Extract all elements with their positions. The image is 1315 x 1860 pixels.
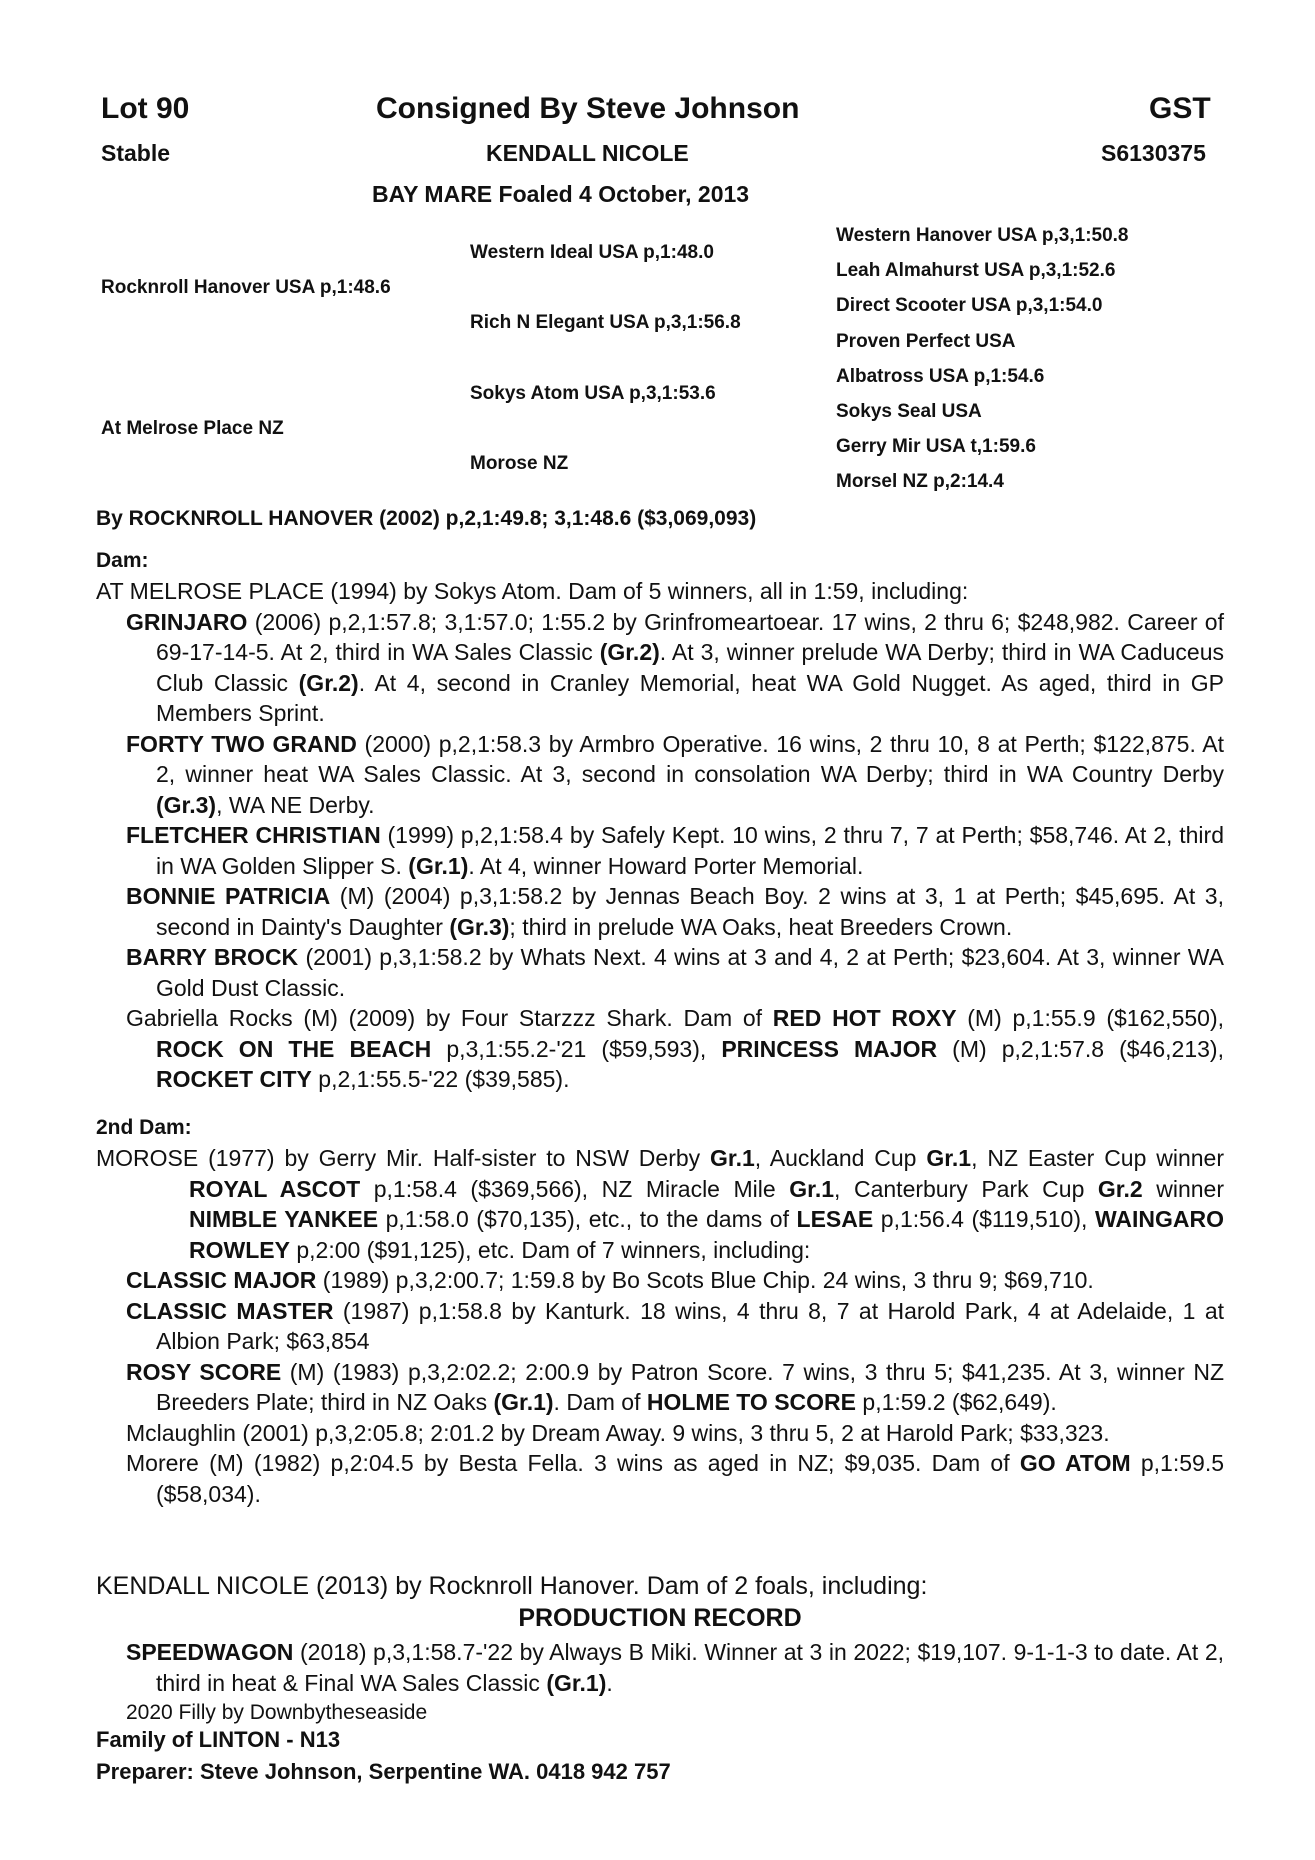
sire-line: By ROCKNROLL HANOVER (2002) p,2,1:49.8; 3,1:48.6 ($3,069,093)	[96, 507, 757, 530]
lot-number: Lot 90	[101, 92, 190, 125]
pedigree-gen3: Morsel NZ p,2:14.4	[836, 471, 1004, 492]
pedigree-sire: Rocknroll Hanover USA p,1:48.6	[101, 277, 391, 298]
second-dam-heading: 2nd Dam:	[96, 1116, 192, 1139]
horse-name: KENDALL NICOLE	[486, 140, 689, 166]
pedigree-gen3: Albatross USA p,1:54.6	[836, 366, 1045, 387]
pedigree-gen3: Western Hanover USA p,3,1:50.8	[836, 225, 1129, 246]
horse-description: BAY MARE Foaled 4 October, 2013	[372, 181, 750, 207]
progeny-entry: BARRY BROCK (2001) p,3,1:58.2 by Whats Next. 4 wins at 3 and 4, 2 at Perth; $23,604. At 3, winner WA Gold Dust Classic.	[126, 944, 1225, 1001]
pedigree-gen3: Sokys Seal USA	[836, 401, 982, 422]
pedigree-gen2: Morose NZ	[470, 453, 569, 474]
progeny-name: CLASSIC MAJOR	[126, 1267, 317, 1293]
progeny-name: BARRY BROCK	[126, 944, 299, 970]
progeny-entry: FLETCHER CHRISTIAN (1999) p,2,1:58.4 by Safely Kept. 10 wins, 2 thru 7, 7 at Perth; $58,746. At 2, third in WA Golden Slipper S. (Gr.1). At 4, winner Howard Porter Memorial.	[126, 822, 1224, 879]
progeny-name: SPEEDWAGON	[126, 1639, 294, 1665]
production-heading: PRODUCTION RECORD	[518, 1604, 802, 1632]
progeny-entry: BONNIE PATRICIA (M) (2004) p,3,1:58.2 by Jennas Beach Boy. 2 wins at 3, 1 at Perth; $45,695. At 3, second in Dainty's Daughter (Gr.3); third in prelude WA Oaks, heat Breeders Crown.	[126, 883, 1224, 940]
progeny-entry: ROSY SCORE (M) (1983) p,3,2:02.2; 2:00.9 by Patron Score. 7 wins, 3 thru 5; $41,235. At 3, winner NZ Breeders Plate; third in NZ Oaks (Gr.1). Dam of HOLME TO SCORE p,1:59.2 ($62,649).	[126, 1358, 1224, 1415]
progeny-name: FORTY TWO GRAND	[126, 730, 357, 757]
production-intro: KENDALL NICOLE (2013) by Rocknroll Hanover. Dam of 2 foals, including:	[96, 1572, 928, 1600]
dam-intro: AT MELROSE PLACE (1994) by Sokys Atom. Dam of 5 winners, all in 1:59, including:	[96, 578, 969, 604]
progeny-entry: CLASSIC MASTER (1987) p,1:58.8 by Kanturk. 18 wins, 4 thru 8, 7 at Harold Park, 4 at Adelaide, 1 at Albion Park; $63,854	[126, 1297, 1225, 1354]
progeny-entry: Mclaughlin (2001) p,3,2:05.8; 2:01.2 by Dream Away. 9 wins, 3 thru 5, 2 at Harold Park; $33,323.	[126, 1419, 1110, 1446]
production-list	[96, 1637, 1224, 1729]
progeny-name: BONNIE PATRICIA	[126, 883, 331, 909]
pedigree-gen2: Sokys Atom USA p,3,1:53.6	[470, 383, 716, 404]
progeny-entry: CLASSIC MAJOR (1989) p,3,2:00.7; 1:59.8 by Bo Scots Blue Chip. 24 wins, 3 thru 9; $69,710.	[126, 1267, 1094, 1293]
consignor: Consigned By Steve Johnson	[376, 92, 800, 125]
dam-section	[96, 546, 1224, 1095]
gst-label: GST	[1149, 92, 1211, 125]
brand-number: S6130375	[1101, 140, 1206, 166]
progeny-entry: 2020 Filly by Downbytheseaside	[126, 1701, 428, 1724]
dam-heading: Dam:	[96, 549, 149, 572]
progeny-name: FLETCHER CHRISTIAN	[126, 822, 381, 848]
progeny-entry: FORTY TWO GRAND (2000) p,2,1:58.3 by Armbro Operative. 16 wins, 2 thru 10, 8 at Perth; $122,875. At 2, winner heat WA Sales Classic. At 3, second in consolation WA Derby; third in WA Country Derby (Gr.3), WA NE Derby.	[126, 730, 1224, 818]
pedigree-gen2: Rich N Elegant USA p,3,1:56.8	[470, 312, 741, 333]
pedigree-gen3: Leah Almahurst USA p,3,1:52.6	[836, 260, 1116, 281]
progeny-entry: GRINJARO (2006) p,2,1:57.8; 3,1:57.0; 1:55.2 by Grinfromeartoear. 17 wins, 2 thru 6; $248,982. Career of 69-17-14-5. At 2, third in WA Sales Classic (Gr.2). At 3, winner prelude WA Derby; third in WA Caduceus Club Classic (Gr.2). At 4, second in Cranley Memorial, heat WA Gold Nugget. As aged, third in GP Members Sprint.	[126, 608, 1224, 726]
second-dam-intro: MOROSE (1977) by Gerry Mir. Half-sister to NSW Derby Gr.1, Auckland Cup Gr.1, NZ Easter Cup winner ROYAL ASCOT p,1:58.4 ($369,566), NZ Miracle Mile Gr.1, Canterbury Park Cup Gr.2 winner NIMBLE YANKEE p,1:58.0 ($70,135), etc., to the dams of LESAE p,1:56.4 ($119,510), WAINGARO ROWLEY p,2:00 ($91,125), etc. Dam of 7 winners, including:	[96, 1145, 1225, 1263]
preparer-line: Preparer: Steve Johnson, Serpentine WA. 0418 942 757	[96, 1759, 671, 1784]
progeny-name: ROSY SCORE	[126, 1358, 282, 1385]
progeny-name: CLASSIC MASTER	[126, 1297, 334, 1324]
pedigree-gen2: Western Ideal USA p,1:48.0	[470, 242, 714, 263]
progeny-name: GRINJARO	[126, 608, 248, 635]
progeny-entry: Gabriella Rocks (M) (2009) by Four Starzzz Shark. Dam of RED HOT ROXY (M) p,1:55.9 ($162,550), ROCK ON THE BEACH p,3,1:55.2-'21 ($59,593), PRINCESS MAJOR (M) p,2,1:57.8 ($46,213), ROCKET CITY p,2,1:55.5-'22 ($39,585).	[126, 1005, 1224, 1092]
pedigree-gen3: Proven Perfect USA	[836, 331, 1016, 352]
pedigree-gen3: Direct Scooter USA p,3,1:54.0	[836, 295, 1103, 316]
second-dam-section	[96, 1113, 1224, 1509]
progeny-entry: Morere (M) (1982) p,2:04.5 by Besta Fella. 3 wins as aged in NZ; $9,035. Dam of GO ATOM p,1:59.5 ($58,034).	[126, 1450, 1224, 1507]
family-line: Family of LINTON - N13	[96, 1727, 341, 1752]
pedigree-dam: At Melrose Place NZ	[101, 418, 284, 439]
stable-label: Stable	[101, 140, 171, 166]
progeny-entry: SPEEDWAGON (2018) p,3,1:58.7-'22 by Always B Miki. Winner at 3 in 2022; $19,107. 9-1-1-3 to date. At 2, third in heat & Final WA Sales Classic (Gr.1).	[126, 1639, 1224, 1696]
pedigree-gen3: Gerry Mir USA t,1:59.6	[836, 436, 1036, 457]
